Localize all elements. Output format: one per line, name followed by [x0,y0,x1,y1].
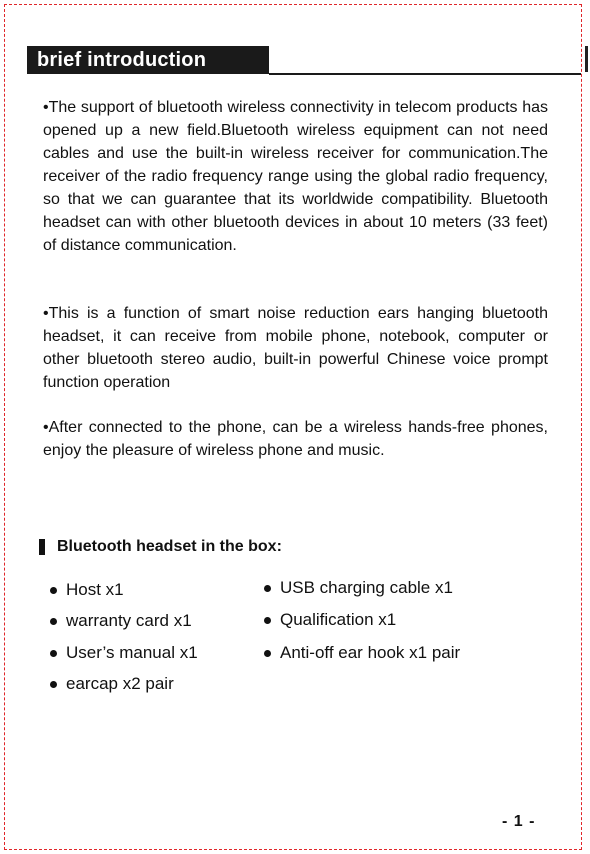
bullet-icon [50,681,57,688]
box-contents-title-text: Bluetooth headset in the box: [57,538,282,555]
list-item [50,610,192,632]
bullet-icon [50,650,57,657]
list-item-label: USB charging cable x1 [280,578,453,597]
list-item-label: Host x1 [66,580,124,599]
list-item-label: User’s manual x1 [66,643,198,662]
intro-paragraph-2: •This is a function of smart noise reduction ears hanging bluetooth headset, it can receive from mobile phone, notebook, computer or other bluetooth stereo audio, built-in powerful Chinese voice prompt function operation [43,305,548,391]
list-item [264,577,453,599]
list-item [50,642,198,664]
bullet-icon [264,650,271,657]
bullet-icon [264,585,271,592]
list-item [264,609,396,631]
page-number: - 1 - [502,813,536,830]
list-item-label: warranty card x1 [66,611,192,630]
intro-paragraph-3: •After connected to the phone, can be a wireless hands-free phones, enjoy the pleasure of wireless phone and music. [43,419,548,459]
list-item [50,673,174,695]
bullet-icon [50,587,57,594]
list-item-label: Anti-off ear hook x1 pair [280,643,461,662]
edge-mark [585,46,588,72]
list-item-label: earcap x2 pair [66,674,174,693]
heading-rule [269,73,581,75]
list-item [50,579,124,601]
box-contents-title [39,537,282,557]
title-marker-icon [39,539,45,555]
list-item-label: Qualification x1 [280,610,397,629]
intro-paragraph-1: •The support of bluetooth wireless connectivity in telecom products has opened up a new field.Bluetooth wireless equipment can not need cables and use the built-in wireless receiver for communication.The receiver of the radio frequency range using the global radio frequency, so that we can guarantee that its worldwide compatibility. Bluetooth headset can with other bluetooth devices in about 10 meters (33 feet) of distance communication. [43,99,548,254]
bullet-icon [50,618,57,625]
list-item [264,642,460,664]
bullet-icon [264,617,271,624]
section-heading: brief introduction [27,46,269,74]
